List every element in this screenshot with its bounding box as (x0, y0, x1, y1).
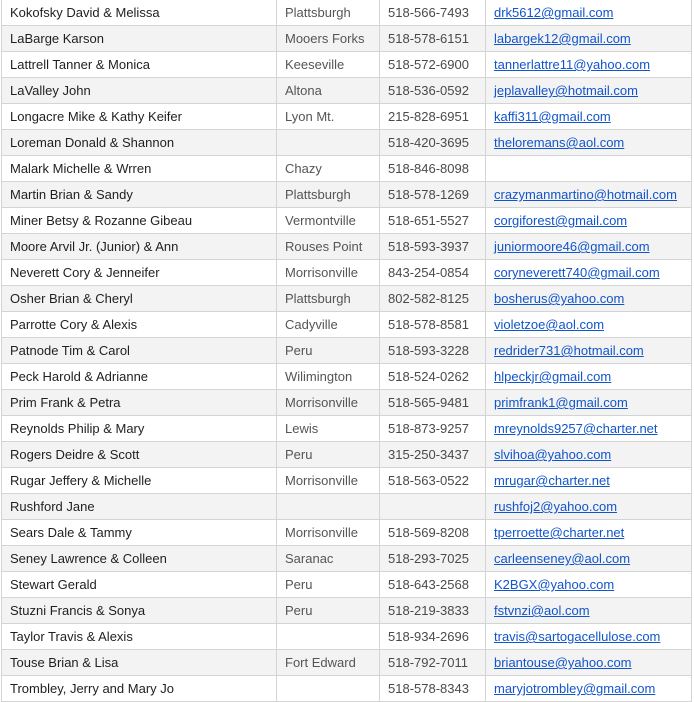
table-row (2, 234, 692, 260)
contact-name-cell: Peck Harold & Adrianne (2, 364, 277, 390)
contact-town-cell: Keeseville (277, 52, 380, 78)
contact-name-cell: Patnode Tim & Carol (2, 338, 277, 364)
contact-name-cell: Moore Arvil Jr. (Junior) & Ann (2, 234, 277, 260)
contact-name-cell: Stuzni Francis & Sonya (2, 598, 277, 624)
contact-town-cell: Saranac (277, 546, 380, 572)
table-row (2, 676, 692, 702)
contact-name-cell: Osher Brian & Cheryl (2, 286, 277, 312)
table-row (2, 104, 692, 130)
contact-phone-cell: 518-569-8208 (380, 520, 486, 546)
contact-phone-cell: 518-651-5527 (380, 208, 486, 234)
contact-email-cell (486, 234, 692, 260)
contact-email-cell (486, 130, 692, 156)
table-row (2, 286, 692, 312)
contact-email-cell (486, 182, 692, 208)
email-link[interactable]: drk5612@gmail.com (494, 5, 614, 20)
contact-town-cell: Plattsburgh (277, 286, 380, 312)
contact-phone-cell: 518-846-8098 (380, 156, 486, 182)
email-link[interactable]: kaffi311@gmail.com (494, 109, 611, 124)
table-row (2, 624, 692, 650)
contact-email-cell (486, 0, 692, 26)
contact-email-cell (486, 286, 692, 312)
contact-name-cell: Rugar Jeffery & Michelle (2, 468, 277, 494)
contact-name-cell: LaValley John (2, 78, 277, 104)
email-link[interactable]: fstvnzi@aol.com (494, 603, 590, 618)
email-link[interactable]: carleenseney@aol.com (494, 551, 631, 566)
contact-email-cell (486, 390, 692, 416)
contact-email-cell (486, 364, 692, 390)
contact-name-cell: Prim Frank & Petra (2, 390, 277, 416)
email-link[interactable]: violetzoe@aol.com (494, 317, 605, 332)
contact-town-cell: Fort Edward (277, 650, 380, 676)
contact-phone-cell: 518-578-8581 (380, 312, 486, 338)
contact-email-cell (486, 156, 692, 182)
contact-phone-cell: 518-293-7025 (380, 546, 486, 572)
contact-email-cell (486, 260, 692, 286)
contact-email-cell (486, 52, 692, 78)
contact-phone-cell: 518-873-9257 (380, 416, 486, 442)
contact-town-cell: Morrisonville (277, 468, 380, 494)
table-row (2, 78, 692, 104)
table-row (2, 546, 692, 572)
table-row (2, 260, 692, 286)
contact-phone-cell: 518-578-8343 (380, 676, 486, 702)
email-link[interactable]: hlpeckjr@gmail.com (494, 369, 612, 384)
contact-email-cell (486, 572, 692, 598)
email-link[interactable]: primfrank1@gmail.com (494, 395, 628, 410)
contact-town-cell: Morrisonville (277, 260, 380, 286)
contact-email-cell (486, 104, 692, 130)
contact-phone-cell: 518-593-3937 (380, 234, 486, 260)
contact-phone-cell: 802-582-8125 (380, 286, 486, 312)
contact-name-cell: LaBarge Karson (2, 26, 277, 52)
table-row (2, 312, 692, 338)
contact-phone-cell (380, 494, 486, 520)
email-link[interactable]: labargek12@gmail.com (494, 31, 631, 46)
contact-town-cell: Peru (277, 572, 380, 598)
contact-name-cell: Sears Dale & Tammy (2, 520, 277, 546)
table-row (2, 390, 692, 416)
table-row (2, 26, 692, 52)
email-link[interactable]: juniormoore46@gmail.com (494, 239, 650, 254)
email-link[interactable]: tperroette@charter.net (494, 525, 625, 540)
contact-email-cell (486, 78, 692, 104)
contact-name-cell: Rushford Jane (2, 494, 277, 520)
contact-town-cell: Lewis (277, 416, 380, 442)
contact-name-cell: Reynolds Philip & Mary (2, 416, 277, 442)
contact-phone-cell: 518-593-3228 (380, 338, 486, 364)
contact-town-cell (277, 494, 380, 520)
contact-name-cell: Rogers Deidre & Scott (2, 442, 277, 468)
contact-town-cell: Peru (277, 338, 380, 364)
email-link[interactable]: slvihoa@yahoo.com (494, 447, 612, 462)
email-link[interactable]: jeplavalley@hotmail.com (494, 83, 638, 98)
contact-town-cell: Mooers Forks (277, 26, 380, 52)
email-link[interactable]: corgiforest@gmail.com (494, 213, 628, 228)
contact-email-cell (486, 26, 692, 52)
contact-phone-cell: 518-643-2568 (380, 572, 486, 598)
contact-name-cell: Stewart Gerald (2, 572, 277, 598)
contact-town-cell: Morrisonville (277, 520, 380, 546)
contact-phone-cell: 518-420-3695 (380, 130, 486, 156)
contact-town-cell: Plattsburgh (277, 0, 380, 26)
contact-town-cell: Cadyville (277, 312, 380, 338)
contact-email-cell (486, 338, 692, 364)
contact-town-cell: Vermontville (277, 208, 380, 234)
contact-name-cell: Seney Lawrence & Colleen (2, 546, 277, 572)
email-link[interactable]: travis@sartogacellulose.com (494, 629, 661, 644)
table-row (2, 572, 692, 598)
contact-email-cell (486, 546, 692, 572)
table-row (2, 598, 692, 624)
email-link[interactable]: tannerlattre11@yahoo.com (494, 57, 651, 72)
email-link[interactable]: maryjotrombley@gmail.com (494, 681, 656, 696)
table-row (2, 0, 692, 26)
contact-name-cell: Miner Betsy & Rozanne Gibeau (2, 208, 277, 234)
email-link[interactable]: theloremans@aol.com (494, 135, 625, 150)
contact-phone-cell: 315-250-3437 (380, 442, 486, 468)
contact-town-cell: Peru (277, 442, 380, 468)
contact-town-cell: Chazy (277, 156, 380, 182)
email-link[interactable]: redrider731@hotmail.com (494, 343, 644, 358)
email-link[interactable]: rushfoj2@yahoo.com (494, 499, 618, 514)
contact-phone-cell: 518-536-0592 (380, 78, 486, 104)
contact-email-cell (486, 312, 692, 338)
contact-name-cell: Loreman Donald & Shannon (2, 130, 277, 156)
contact-phone-cell: 518-578-6151 (380, 26, 486, 52)
contact-phone-cell: 518-572-6900 (380, 52, 486, 78)
contact-town-cell: Morrisonville (277, 390, 380, 416)
contact-town-cell: Plattsburgh (277, 182, 380, 208)
email-link[interactable]: mrugar@charter.net (494, 473, 610, 488)
email-link[interactable]: briantouse@yahoo.com (494, 655, 632, 670)
email-link[interactable]: coryneverett740@gmail.com (494, 265, 660, 280)
table-row (2, 416, 692, 442)
contact-town-cell: Peru (277, 598, 380, 624)
table-row (2, 208, 692, 234)
contact-name-cell: Touse Brian & Lisa (2, 650, 277, 676)
contact-phone-cell: 843-254-0854 (380, 260, 486, 286)
contact-phone-cell: 518-219-3833 (380, 598, 486, 624)
contact-email-cell (486, 494, 692, 520)
contact-town-cell: Wilimington (277, 364, 380, 390)
contact-town-cell (277, 130, 380, 156)
contact-email-cell (486, 442, 692, 468)
contact-email-cell (486, 676, 692, 702)
contact-town-cell: Rouses Point (277, 234, 380, 260)
contact-name-cell: Martin Brian & Sandy (2, 182, 277, 208)
contacts-table-body (2, 0, 692, 702)
contact-name-cell: Kokofsky David & Melissa (2, 0, 277, 26)
contact-phone-cell: 518-792-7011 (380, 650, 486, 676)
contact-name-cell: Neverett Cory & Jenneifer (2, 260, 277, 286)
contact-name-cell: Taylor Travis & Alexis (2, 624, 277, 650)
contact-email-cell (486, 624, 692, 650)
contact-phone-cell: 518-578-1269 (380, 182, 486, 208)
contact-town-cell: Lyon Mt. (277, 104, 380, 130)
contact-name-cell: Longacre Mike & Kathy Keifer (2, 104, 277, 130)
contact-town-cell (277, 624, 380, 650)
email-link[interactable]: bosherus@yahoo.com (494, 291, 625, 306)
table-row (2, 442, 692, 468)
table-row (2, 52, 692, 78)
contact-phone-cell: 518-565-9481 (380, 390, 486, 416)
contact-phone-cell: 518-563-0522 (380, 468, 486, 494)
contact-phone-cell: 518-566-7493 (380, 0, 486, 26)
contact-email-cell (486, 208, 692, 234)
contact-town-cell (277, 676, 380, 702)
table-row (2, 468, 692, 494)
email-link[interactable]: crazymanmartino@hotmail.com (494, 187, 677, 202)
table-row (2, 650, 692, 676)
contact-phone-cell: 518-934-2696 (380, 624, 486, 650)
email-link[interactable]: K2BGX@yahoo.com (494, 577, 615, 592)
contact-email-cell (486, 650, 692, 676)
table-row (2, 520, 692, 546)
email-link[interactable]: mreynolds9257@charter.net (494, 421, 658, 436)
contact-name-cell: Trombley, Jerry and Mary Jo (2, 676, 277, 702)
contact-name-cell: Malark Michelle & Wrren (2, 156, 277, 182)
contact-email-cell (486, 520, 692, 546)
contact-phone-cell: 215-828-6951 (380, 104, 486, 130)
table-row (2, 338, 692, 364)
contact-email-cell (486, 468, 692, 494)
contact-phone-cell: 518-524-0262 (380, 364, 486, 390)
table-row (2, 364, 692, 390)
contact-name-cell: Lattrell Tanner & Monica (2, 52, 277, 78)
contact-email-cell (486, 598, 692, 624)
table-row (2, 182, 692, 208)
contacts-table (1, 0, 692, 702)
table-row (2, 494, 692, 520)
contact-town-cell: Altona (277, 78, 380, 104)
table-row (2, 156, 692, 182)
contact-name-cell: Parrotte Cory & Alexis (2, 312, 277, 338)
contact-email-cell (486, 416, 692, 442)
table-row (2, 130, 692, 156)
